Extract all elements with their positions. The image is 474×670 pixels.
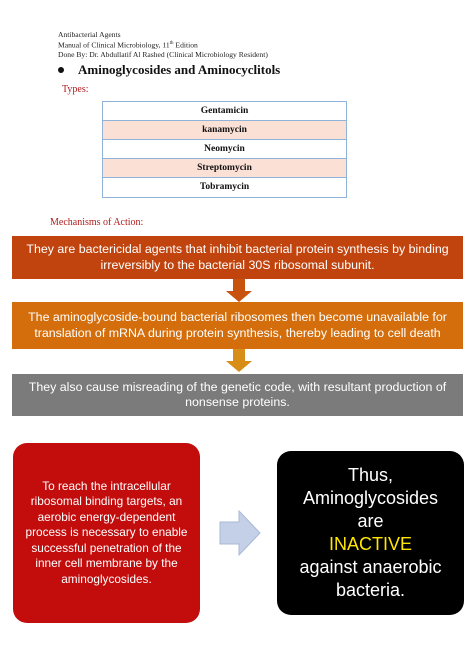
types-table-row: Neomycin xyxy=(103,140,346,159)
section-title xyxy=(58,62,280,78)
conclusion-line: bacteria. xyxy=(335,580,406,600)
conclusion-line: Thus, xyxy=(347,465,394,485)
mechanism-box-1: They are bactericidal agents that inhibit bacterial protein synthesis by binding irreversibly to the bacterial 30S ribosomal subunit. xyxy=(12,236,463,279)
header-line-3: Done By: Dr. Abdullatif Al Rashed (Clinical Microbiology Resident) xyxy=(58,50,268,60)
types-table-row: Gentamicin xyxy=(103,102,346,121)
down-arrow-icon xyxy=(226,279,252,302)
bullet-icon xyxy=(58,67,64,73)
header-line-2: Manual of Clinical Microbiology, 11th Edition xyxy=(58,40,198,50)
types-label: Types: xyxy=(62,84,89,95)
mechanism-box-3: They also cause misreading of the genetic code, with resultant production of nonsense proteins. xyxy=(12,374,463,416)
conclusion-line: are xyxy=(357,511,384,531)
section-title-text: Aminoglycosides and Aminocyclitols xyxy=(78,62,281,77)
types-table-row: Tobramycin xyxy=(199,182,250,192)
requirement-box: To reach the intracellular ribosomal binding targets, an aerobic energy-dependent process is necessary to enable successful penetration of the inner cell membrane by the aminoglycosides. xyxy=(13,443,200,623)
document-header xyxy=(58,30,268,60)
conclusion-line: against anaerobic xyxy=(299,557,442,577)
types-table xyxy=(102,101,347,198)
header-line-1: Antibacterial Agents xyxy=(58,30,121,39)
mechanisms-label: Mechanisms of Action: xyxy=(50,217,144,228)
conclusion-line: Aminoglycosides xyxy=(302,488,439,508)
conclusion-highlight: INACTIVE xyxy=(328,534,412,554)
right-arrow-icon xyxy=(219,510,261,556)
conclusion-box xyxy=(277,451,464,615)
down-arrow-icon xyxy=(226,349,252,372)
types-table-row: Streptomycin xyxy=(103,159,346,178)
types-table-row: kanamycin xyxy=(103,121,346,140)
mechanism-box-2: The aminoglycoside-bound bacterial ribosomes then become unavailable for translation of mRNA during protein synthesis, thereby leading to cell death xyxy=(12,302,463,349)
